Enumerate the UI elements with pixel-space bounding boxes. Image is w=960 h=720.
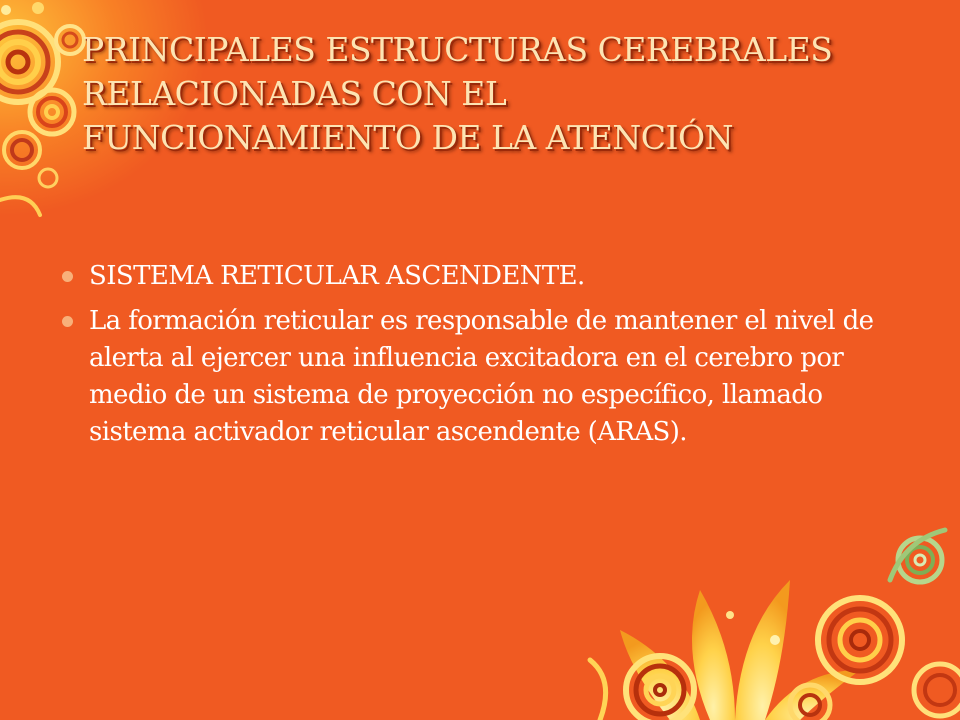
slide-title [82,28,932,160]
bullet-dot-icon [62,271,73,282]
bullet-item [60,258,910,295]
bullet-dot-icon [62,316,73,327]
bullet-list [60,258,910,459]
title-line-1: PRINCIPALES ESTRUCTURAS CEREBRALES [82,30,833,69]
title-line-3: FUNCIONAMIENTO DE LA ATENCIÓN [82,118,733,157]
bullet-text: La formación reticular es responsable de mantener el nivel de alerta al ejercer una influencia excitadora en el cerebro por medio de un sistema de proyección no específico, llamado sistema activador reticular ascendente (ARAS). [89,306,874,447]
title-line-2: RELACIONADAS CON EL [82,74,507,113]
bullet-item [60,303,910,451]
flower-decoration-bottom-right [560,520,960,720]
bullet-text: SISTEMA RETICULAR ASCENDENTE. [89,261,585,291]
